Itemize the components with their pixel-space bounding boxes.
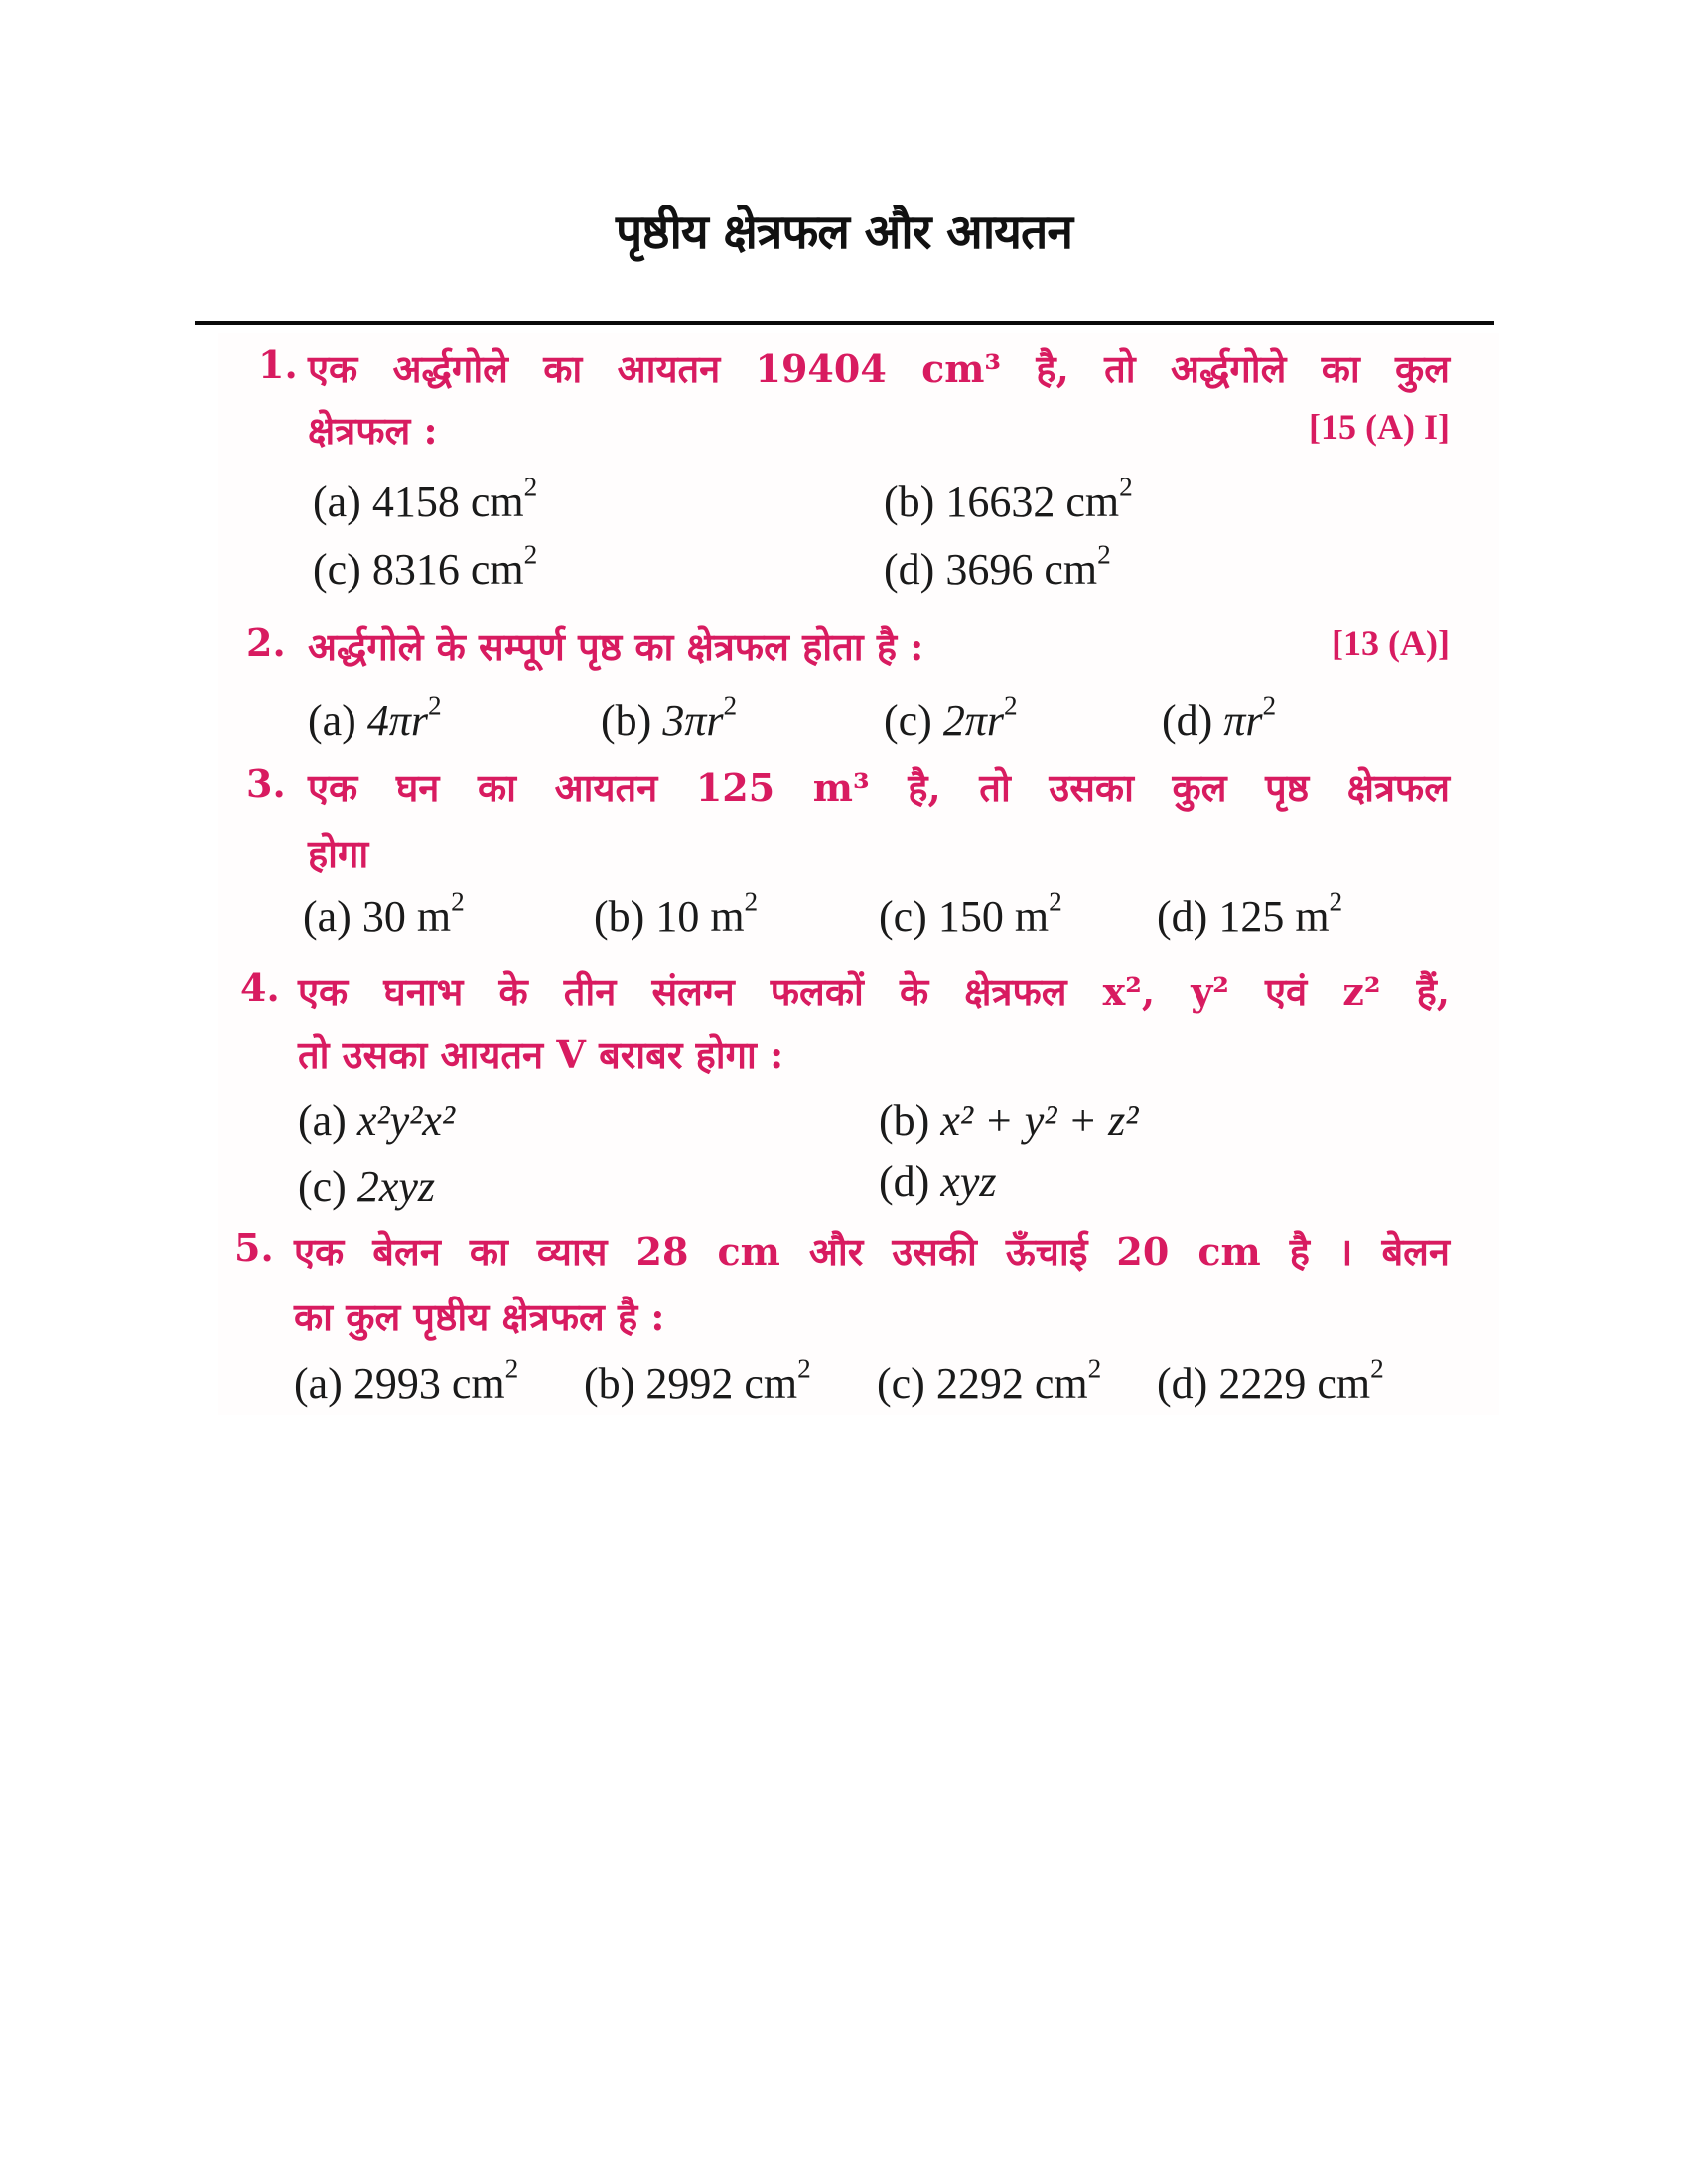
option-value: xyz xyxy=(940,1158,997,1206)
option-a[interactable] xyxy=(313,472,538,527)
question-text-line: एक अर्द्धगोले का आयतन 19404 cm³ है, तो अर्द्धगोले का कुल xyxy=(308,346,1450,391)
option-value: 8316 cm xyxy=(371,545,524,594)
option-b[interactable] xyxy=(879,1095,1138,1146)
option-value: 16632 cm xyxy=(945,478,1120,526)
exam-reference: [15 (A) I] xyxy=(1309,407,1450,447)
question-2 xyxy=(228,620,1450,670)
option-value: 2xyz xyxy=(356,1162,436,1211)
superscript: 2 xyxy=(428,690,442,721)
option-a[interactable] xyxy=(308,690,442,746)
option-label: (a) xyxy=(294,1359,343,1408)
option-d[interactable] xyxy=(1157,1353,1384,1409)
superscript: 2 xyxy=(523,472,538,502)
option-label: (d) xyxy=(1157,892,1208,941)
option-label: (c) xyxy=(879,892,927,941)
superscript: 2 xyxy=(1370,1353,1384,1384)
option-label: (d) xyxy=(884,545,935,594)
option-value: x²y²x² xyxy=(356,1096,456,1145)
page-title: पृष्ठीय क्षेत्रफल और आयतन xyxy=(615,205,1073,260)
title-divider xyxy=(195,321,1494,325)
option-b[interactable] xyxy=(594,887,759,942)
option-label: (c) xyxy=(884,696,932,745)
option-d[interactable] xyxy=(1157,887,1343,942)
superscript: 2 xyxy=(1119,472,1133,502)
option-label: (a) xyxy=(298,1096,347,1145)
option-d[interactable] xyxy=(879,1157,997,1207)
option-label: (b) xyxy=(884,478,935,526)
option-a[interactable] xyxy=(298,1095,455,1146)
option-b[interactable] xyxy=(584,1353,811,1409)
option-c[interactable] xyxy=(879,887,1062,942)
option-label: (c) xyxy=(877,1359,925,1408)
option-value: 10 m xyxy=(655,892,745,941)
question-number: 4. xyxy=(240,965,280,1010)
option-value: 150 m xyxy=(937,892,1050,941)
option-c[interactable] xyxy=(877,1353,1102,1409)
superscript: 2 xyxy=(797,1353,811,1384)
option-value: 125 m xyxy=(1218,892,1330,941)
option-label: (b) xyxy=(879,1096,930,1145)
option-c[interactable] xyxy=(884,690,1018,746)
question-text-line: का कुल पृष्ठीय क्षेत्रफल है : xyxy=(294,1295,665,1339)
question-text-line: तो उसका आयतन V बराबर होगा : xyxy=(298,1032,784,1077)
superscript: 2 xyxy=(1087,1353,1102,1384)
option-c[interactable] xyxy=(313,539,538,595)
option-label: (b) xyxy=(584,1359,635,1408)
option-value: x² + y² + z² xyxy=(940,1096,1139,1145)
option-value: 2292 cm xyxy=(935,1359,1088,1408)
option-value: 4πr xyxy=(366,696,429,745)
question-3 xyxy=(228,761,1450,876)
question-number: 1. xyxy=(258,342,298,387)
question-text-line: एक घन का आयतन 125 m³ है, तो उसका कुल पृष्ठ क्षेत्रफल xyxy=(308,765,1450,810)
question-text-line: अर्द्धगोले के सम्पूर्ण पृष्ठ का क्षेत्रफल होता है : xyxy=(308,624,924,669)
option-a[interactable] xyxy=(303,887,465,942)
question-text-line: होगा xyxy=(308,831,369,876)
superscript: 2 xyxy=(1097,539,1111,570)
option-value: 30 m xyxy=(361,892,452,941)
superscript: 2 xyxy=(523,539,538,570)
question-text-line: एक घनाभ के तीन संलग्न फलकों के क्षेत्रफल x², y² एवं z² हैं, xyxy=(298,969,1450,1014)
superscript: 2 xyxy=(744,887,759,917)
option-label: (a) xyxy=(313,478,361,526)
superscript: 2 xyxy=(1262,690,1277,721)
option-value: 2993 cm xyxy=(352,1359,505,1408)
superscript: 2 xyxy=(504,1353,519,1384)
option-label: (d) xyxy=(1157,1359,1208,1408)
option-value: πr xyxy=(1223,696,1263,745)
question-number: 3. xyxy=(246,761,286,806)
question-number: 5. xyxy=(234,1225,274,1270)
option-value: 3πr xyxy=(662,696,724,745)
superscript: 2 xyxy=(723,690,738,721)
option-b[interactable] xyxy=(884,472,1133,527)
option-value: 2πr xyxy=(942,696,1005,745)
exam-reference: [13 (A)] xyxy=(1332,623,1450,663)
option-value: 2992 cm xyxy=(645,1359,798,1408)
question-1 xyxy=(228,342,1450,453)
option-d[interactable] xyxy=(884,539,1111,595)
option-label: (b) xyxy=(601,696,652,745)
question-5 xyxy=(228,1225,1450,1339)
option-value: 3696 cm xyxy=(945,545,1098,594)
option-label: (c) xyxy=(313,545,361,594)
option-label: (d) xyxy=(879,1158,930,1206)
question-4 xyxy=(228,965,1450,1077)
option-label: (a) xyxy=(308,696,356,745)
option-d[interactable] xyxy=(1162,690,1277,746)
superscript: 2 xyxy=(1329,887,1343,917)
superscript: 2 xyxy=(1049,887,1062,917)
option-label: (a) xyxy=(303,892,352,941)
option-label: (c) xyxy=(298,1162,347,1211)
option-a[interactable] xyxy=(294,1353,519,1409)
question-number: 2. xyxy=(246,620,286,665)
question-text-line: एक बेलन का व्यास 28 cm और उसकी ऊँचाई 20 cm है । बेलन xyxy=(294,1229,1450,1274)
question-text-line: क्षेत्रफल : xyxy=(308,408,438,453)
option-label: (b) xyxy=(594,892,645,941)
superscript: 2 xyxy=(1004,690,1018,721)
option-label: (d) xyxy=(1162,696,1213,745)
option-value: 4158 cm xyxy=(371,478,524,526)
option-value: 2229 cm xyxy=(1218,1359,1371,1408)
superscript: 2 xyxy=(451,887,465,917)
option-b[interactable] xyxy=(601,690,738,746)
option-c[interactable] xyxy=(298,1161,435,1212)
